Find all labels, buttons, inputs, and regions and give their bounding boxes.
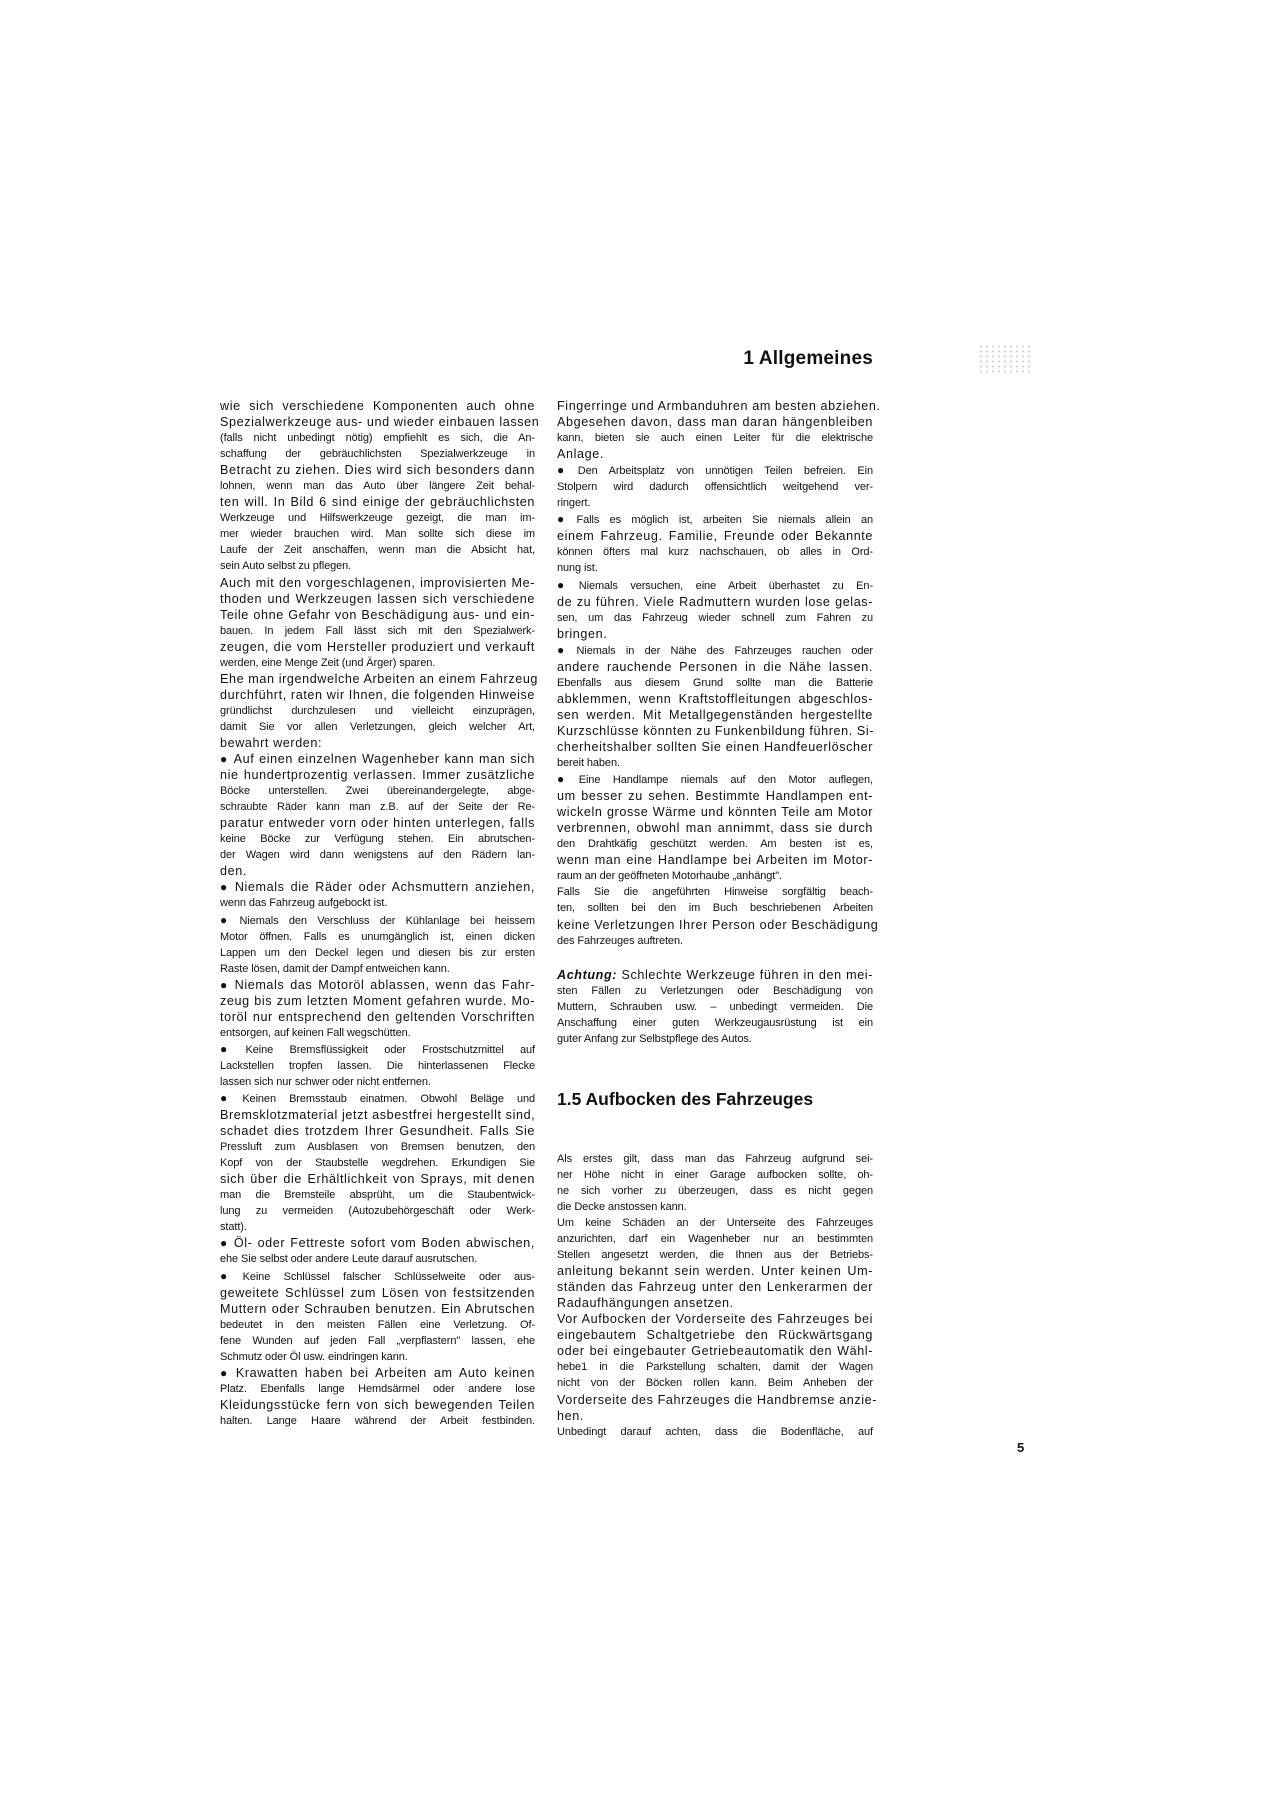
- line-text: Anschaffung einer guten Werkzeugausrüstung ist ein: [557, 1016, 873, 1029]
- line-text: Kurzschlüsse könnten zu Funkenbildung führen. Si-: [557, 723, 875, 738]
- line-text: raum an der geöffneten Motorhaube „anhängt".: [557, 870, 782, 883]
- line-text: Niemals das Motoröl ablassen, wenn das Fahr-: [234, 977, 535, 992]
- text-line: [220, 1171, 535, 1187]
- line-text: lassen sich nur schwer oder nicht entfernen.: [220, 1075, 431, 1088]
- text-line: [220, 639, 535, 655]
- line-text: abklemmen, wenn Kraftstoffleitungen abgeschlos-: [557, 691, 873, 706]
- text-line: [220, 1155, 535, 1171]
- line-text: cherheitshalber sollten Sie einen Handfeuerlöscher: [557, 739, 873, 754]
- line-text: werden, eine Menge Zeit (und Ärger) sparen.: [220, 656, 436, 669]
- line-text: ehe Sie selbst oder andere Leute darauf ausrutschen.: [220, 1253, 478, 1266]
- bullet-line: [557, 642, 873, 659]
- text-line: [557, 1375, 873, 1391]
- text-line: [557, 852, 873, 868]
- text-line: [220, 895, 535, 911]
- line-text: die Decke anstossen kann.: [557, 1200, 687, 1213]
- text-line: [557, 917, 879, 933]
- line-text: halten. Lange Haare während der Arbeit festbinden.: [220, 1414, 535, 1427]
- line-text: Ebenfalls aus diesem Grund sollte man die Batterie: [557, 676, 873, 689]
- text-line: [220, 1251, 535, 1267]
- line-text: (falls nicht unbedingt nötig) empfiehlt es sich, die An-: [220, 432, 535, 445]
- line-text: Keinen Bremsstaub einatmen. Obwohl Beläge und: [242, 1093, 535, 1106]
- line-text: sich über die Erhältlichkeit von Sprays, mit denen: [220, 1172, 535, 1187]
- line-text: Kopf von der Staubstelle wegdrehen. Erkundigen Sie: [220, 1157, 535, 1170]
- line-text: Muttern oder Schrauben benutzen. Ein Abrutschen: [220, 1301, 535, 1316]
- text-line: [220, 831, 535, 847]
- text-line: [557, 495, 873, 511]
- text-line: [557, 884, 873, 900]
- text-line: [557, 1247, 873, 1263]
- text-line: [557, 983, 873, 999]
- text-line: [557, 691, 873, 707]
- line-text: Betracht zu ziehen. Dies wird sich besonders dann: [220, 463, 535, 478]
- text-line: [220, 863, 535, 879]
- text-line: [220, 799, 535, 815]
- line-text: paratur entweder vorn oder hinten unterlegen, falls: [220, 816, 535, 831]
- bullet-line: [220, 1365, 535, 1381]
- text-line: [220, 767, 535, 783]
- line-text: Pressluft zum Ausblasen von Bremsen benutzen, den: [220, 1141, 535, 1154]
- section-heading: 1.5 Aufbocken des Fahrzeuges: [557, 1088, 814, 1109]
- line-text: Raste lösen, damit der Dampf entweichen kann.: [220, 962, 450, 975]
- text-line: [220, 510, 535, 526]
- text-line: [557, 1167, 873, 1183]
- bullet-line: [557, 577, 873, 594]
- text-line: [557, 1279, 873, 1295]
- line-text: geweitete Schlüssel zum Lösen von festsitzenden: [220, 1285, 535, 1300]
- line-text: Krawatten haben bei Arbeiten am Auto keinen: [235, 1365, 535, 1380]
- text-line: [220, 446, 535, 462]
- line-text: de zu führen. Viele Radmuttern wurden lose gelas-: [557, 594, 873, 609]
- line-text: bereit haben.: [557, 757, 620, 770]
- line-text: Niemals die Räder oder Achsmuttern anziehen,: [234, 880, 535, 895]
- safety-tips-continued: [557, 398, 881, 949]
- text-line: [557, 544, 873, 560]
- line-text: sein Auto selbst zu pflegen.: [220, 560, 352, 573]
- line-text: ten, sollten bei den im Buch beschriebenen Arbeiten: [557, 902, 873, 915]
- line-text: Öl- oder Fettreste sofort vom Boden abwischen,: [233, 1236, 535, 1251]
- bullet-line: [220, 1235, 535, 1251]
- text-line: [220, 783, 535, 799]
- line-text: schraubte Räder kann man z.B. auf der Seite der Re-: [220, 801, 535, 814]
- line-text: wie sich verschiedene Komponenten auch ohne: [220, 399, 535, 413]
- text-line: [220, 1317, 535, 1333]
- line-text: fene Wunden auf jeden Fall „verpflastern" lassen, ehe: [220, 1334, 535, 1347]
- line-text: den Drahtkäfig geschützt werden. Am besten ist es,: [557, 838, 873, 851]
- line-text: den.: [220, 864, 247, 879]
- line-text: man die Bremsteile absprüht, um die Staubentwick-: [220, 1189, 535, 1202]
- line-text: wickeln grosse Wärme und könnten Teile am Motor: [557, 805, 873, 820]
- line-text: Motor öffnen. Falls es unumgänglich ist, einen dicken: [220, 930, 535, 943]
- line-text: schadet dies trotzdem Ihrer Gesundheit. Falls Sie: [220, 1124, 535, 1139]
- line-text: eingebautem Schaltgetriebe den Rückwärtsgang: [557, 1328, 873, 1343]
- line-text: schaffung der gebräuchlichsten Spezialwerkzeuge in: [220, 448, 535, 461]
- line-text: nicht von der Böcken rollen kann. Beim Anheben der: [557, 1377, 873, 1390]
- text-line: [557, 479, 873, 495]
- line-text: andere rauchende Personen in die Nähe lassen.: [557, 659, 873, 674]
- line-text: Werkzeuge und Hilfswerkzeuge gezeigt, die man im-: [220, 512, 535, 525]
- line-text: anleitung bekannt sein werden. Unter keinen Um-: [557, 1264, 873, 1279]
- text-line: [220, 655, 535, 671]
- line-text: Stellen angesetzt werden, die Ihnen aus der Betriebs-: [557, 1249, 873, 1262]
- text-line: [220, 993, 535, 1009]
- text-line: [557, 594, 873, 610]
- text-line: [557, 868, 873, 884]
- line-text: lohnen, wenn man das Auto über längere Zeit behal-: [220, 480, 535, 493]
- text-line: [557, 707, 873, 723]
- line-text: Spezialwerkzeuge aus- und wieder einbauen lassen: [220, 415, 540, 430]
- line-text: können öfters mal kurz nachschauen, ob alles in Ord-: [557, 546, 873, 559]
- line-text: hebe1 in die Parkstellung schalten, damit der Wagen: [557, 1361, 873, 1374]
- bullet-line: [220, 912, 535, 929]
- text-line: [220, 1381, 535, 1397]
- text-line: [557, 1215, 873, 1231]
- line-text: anzurichten, darf ein Wagenheber nur an bestimmten: [557, 1233, 873, 1246]
- text-line: [220, 542, 535, 558]
- line-text: Auch mit den vorgeschlagenen, improvisierten Me-: [220, 575, 535, 590]
- text-line: [220, 735, 535, 751]
- text-line: [220, 462, 535, 478]
- text-line: [220, 494, 535, 510]
- text-line: [220, 1187, 535, 1203]
- line-text: Laufe der Zeit anschaffen, wenn man die Absicht hat,: [220, 544, 535, 557]
- line-text: nung ist.: [557, 562, 598, 575]
- line-text: Vor Aufbocken der Vorderseite des Fahrzeuges bei: [557, 1312, 873, 1327]
- line-text: thoden und Werkzeugen lassen sich verschiedene: [220, 591, 535, 606]
- line-text: hen.: [557, 1408, 584, 1423]
- line-text: Falls es möglich ist, arbeiten Sie niemals allein an: [576, 514, 874, 527]
- text-line: [557, 836, 873, 852]
- line-text: Den Arbeitsplatz von unnötigen Teilen befreien. Ein: [577, 465, 873, 478]
- text-line: [220, 1009, 535, 1025]
- line-text: Auf einen einzelnen Wagenheber kann man sich: [233, 752, 535, 767]
- page-number: 5: [1017, 1440, 1025, 1455]
- line-text: mer wieder brauchen wird. Man sollte sich diese im: [220, 528, 535, 541]
- bullet-line: [557, 462, 873, 479]
- text-line: [220, 929, 535, 945]
- line-text: Um keine Schäden an der Unterseite des Fahrzeuges: [557, 1217, 873, 1230]
- text-line: [220, 671, 539, 687]
- line-text: lung zu vermeiden (Autozubehörgeschäft oder Werk-: [220, 1205, 535, 1218]
- text-line: [557, 414, 873, 430]
- text-line: [557, 1031, 873, 1047]
- line-text: Kleidungsstücke fern von sich bewegenden Teilen: [220, 1397, 535, 1412]
- bullet-line: [220, 751, 535, 767]
- text-line: [220, 815, 535, 831]
- text-line: [220, 945, 535, 961]
- line-text: bedeutet in den meisten Fällen eine Verletzung. Of-: [220, 1318, 535, 1331]
- text-line: [220, 961, 535, 977]
- line-text: zeugen, die vom Hersteller produziert und verkauft: [220, 639, 535, 654]
- line-text: Schmutz oder Öl usw. eindringen kann.: [220, 1350, 408, 1363]
- text-line: [220, 687, 535, 703]
- text-line: [557, 398, 881, 414]
- text-line: [557, 1151, 873, 1167]
- text-line: [557, 1327, 873, 1343]
- bullet-line: [220, 977, 535, 993]
- line-text: Teile ohne Gefahr von Beschädigung aus- und ein-: [220, 607, 535, 622]
- decorative-speckle: [978, 344, 1034, 374]
- line-text: Niemals versuchen, eine Arbeit überhastet zu En-: [578, 579, 874, 592]
- text-line: [557, 900, 873, 916]
- line-text: Ehe man irgendwelche Arbeiten an einem Fahrzeug: [220, 671, 539, 686]
- line-text: Niemals den Verschluss der Kühlanlage bei heissem: [239, 914, 535, 927]
- line-text: Unbedingt darauf achten, dass die Bodenfläche, auf: [557, 1425, 873, 1438]
- text-line: [220, 847, 535, 863]
- text-line: [557, 1311, 873, 1327]
- line-text: Anlage.: [557, 447, 604, 462]
- text-line: [220, 623, 535, 639]
- line-text: Böcke unterstellen. Zwei übereinandergelegte, abge-: [220, 785, 535, 798]
- text-line: [220, 478, 535, 494]
- text-line: [220, 1301, 535, 1317]
- text-line: [557, 1263, 873, 1279]
- text-line: [220, 607, 535, 623]
- text-line: [220, 1074, 535, 1090]
- text-line: [220, 1413, 535, 1429]
- line-text: Keine Bremsflüssigkeit oder Frostschutzmittel auf: [245, 1043, 535, 1056]
- line-text: Lappen um den Deckel legen und diesen bis zur ersten: [220, 946, 535, 959]
- text-line: [557, 999, 873, 1015]
- line-text: wenn man eine Handlampe bei Arbeiten im Motor-: [557, 853, 873, 868]
- line-text: toröl nur entsprechend den geltenden Vorschriften: [220, 1009, 535, 1024]
- line-text: Muttern, Schrauben usw. – unbedingt vermeiden. Die: [557, 1000, 873, 1013]
- text-line: [557, 820, 873, 836]
- bullet-line: [220, 1041, 535, 1058]
- line-text: sen werden. Mit Metallgegenständen hergestellte: [557, 707, 873, 722]
- line-text: ständen das Fahrzeug unter den Lenkerarmen der: [557, 1280, 873, 1295]
- text-line: [557, 804, 873, 820]
- text-line: [557, 755, 873, 771]
- line-text: zeug bis zum letzten Moment gefahren wurde. Mo-: [220, 993, 535, 1008]
- text-line: [557, 1295, 873, 1311]
- line-text: oder bei eingebauter Getriebeautomatik den Wähl-: [557, 1344, 873, 1359]
- text-line: [557, 430, 873, 446]
- text-line: [557, 1408, 873, 1424]
- text-line: [220, 1025, 535, 1041]
- line-text: ten will. In Bild 6 sind einige der gebräuchlichsten: [220, 495, 535, 510]
- line-text: entsorgen, auf keinen Fall wegschütten.: [220, 1026, 411, 1039]
- line-text: Falls Sie die angeführten Hinweise sorgfältig beach-: [557, 886, 873, 899]
- text-line: [220, 1397, 535, 1413]
- chapter-title: 1 Allgemeines: [743, 348, 873, 369]
- line-text: Bremsklotzmaterial jetzt asbestfrei hergestellt sind,: [220, 1108, 536, 1123]
- text-line: [220, 558, 535, 574]
- line-text: Fingerringe und Armbanduhren am besten abziehen.: [557, 399, 881, 413]
- caution-label: Achtung:: [557, 967, 618, 982]
- line-text: bauen. In jedem Fall lässt sich mit den Spezialwerk-: [220, 624, 535, 637]
- text-line: [220, 1139, 535, 1155]
- spacer: [557, 949, 873, 967]
- line-text: sen, um das Fahrzeug wieder schnell zum Fahren zu: [557, 611, 873, 624]
- line-text: bewahrt werden:: [220, 735, 323, 750]
- line-text: Platz. Ebenfalls lange Hemdsärmel oder andere lose: [220, 1382, 535, 1395]
- line-text: ne sich vorher zu überzeugen, dass es nicht gegen: [557, 1184, 873, 1197]
- bullet-line: [220, 1268, 535, 1285]
- line-text: bringen.: [557, 626, 608, 641]
- line-text: der Wagen wird dann wenigstens auf den Rädern lan-: [220, 849, 535, 862]
- text-line: [220, 719, 535, 735]
- line-text: Niemals in der Nähe des Fahrzeuges rauchen oder: [576, 644, 873, 657]
- text-line: [220, 1219, 535, 1235]
- line-text: ner Höhe nicht in einer Garage aufbocken sollte, oh-: [557, 1168, 873, 1181]
- section-body: [557, 1151, 878, 1440]
- line-text: einem Fahrzeug. Familie, Freunde oder Bekannte: [557, 529, 873, 544]
- text-line: [557, 675, 873, 691]
- line-text: gründlichst durchzulesen und vielleicht einzuprägen,: [220, 704, 535, 717]
- bullet-line: [557, 511, 873, 528]
- text-line: [557, 723, 873, 739]
- text-line: [557, 1424, 873, 1440]
- text-line: [220, 1058, 535, 1074]
- line-text: des Fahrzeuges auftreten.: [557, 934, 683, 947]
- text-line: [220, 1333, 535, 1349]
- line-text: guter Anfang zur Selbstpflege des Autos.: [557, 1032, 752, 1045]
- line-text: nie hundertprozentig verlassen. Immer zusätzliche: [220, 768, 535, 783]
- line-text: Vorderseite des Fahrzeuges die Handbremse anzie-: [557, 1392, 878, 1407]
- text-line: [220, 703, 535, 719]
- text-line: [557, 739, 873, 755]
- text-line: [557, 1343, 873, 1359]
- line-text: Abgesehen davon, dass man daran hängenbleiben: [557, 415, 873, 430]
- text-line: [557, 1231, 873, 1247]
- line-text: keine Böcke zur Verfügung stehen. Ein abrutschen-: [220, 833, 535, 846]
- text-line: [220, 1349, 535, 1365]
- text-line: [557, 446, 873, 462]
- line-text: kann, bieten sie auch einen Leiter für die elektrische: [557, 432, 873, 445]
- line-text: ringert.: [557, 497, 591, 510]
- line-text: Als erstes gilt, dass man das Fahrzeug aufgrund sei-: [557, 1152, 873, 1165]
- text-line: [557, 626, 873, 642]
- text-line: [220, 591, 535, 607]
- text-line: [557, 1392, 878, 1408]
- right-column: [557, 398, 881, 1440]
- line-text: damit Sie vor allen Verletzungen, gleich welcher Art,: [220, 720, 535, 733]
- line-text: sten Fällen zu Verletzungen oder Beschädigung von: [557, 984, 873, 997]
- text-line: [557, 1183, 873, 1199]
- text-line: [557, 560, 873, 576]
- left-column: [220, 398, 540, 1429]
- line-text: wenn das Fahrzeug aufgebockt ist.: [220, 897, 388, 910]
- text-line: [220, 526, 535, 542]
- text-line: [220, 414, 540, 430]
- text-line: [220, 1285, 535, 1301]
- text-line: [557, 659, 873, 675]
- caution-note: [557, 967, 873, 1047]
- line-text: Eine Handlampe niemals auf den Motor auflegen,: [578, 774, 873, 787]
- text-line: [557, 1015, 873, 1031]
- line-text: statt).: [220, 1221, 247, 1234]
- line-text: Keine Schlüssel falscher Schlüsselweite oder aus-: [242, 1270, 535, 1283]
- line-text: Lackstellen tropfen lassen. Die hinterlassenen Flecke: [220, 1059, 535, 1072]
- caution-text-first: Schlechte Werkzeuge führen in den mei-: [621, 967, 873, 982]
- line-text: durchführt, raten wir Ihnen, die folgenden Hinweise: [220, 687, 535, 702]
- text-line: [557, 610, 873, 626]
- text-line: [220, 1123, 535, 1139]
- bullet-line: [557, 771, 873, 788]
- line-text: Radaufhängungen ansetzen.: [557, 1296, 734, 1311]
- text-line: [557, 933, 873, 949]
- text-line: [557, 1359, 873, 1375]
- line-text: verbrennen, obwohl man annimmt, dass sie durch: [557, 821, 873, 836]
- text-line: [220, 430, 535, 446]
- line-text: keine Verletzungen Ihrer Person oder Beschädigung: [557, 917, 879, 932]
- text-line: [557, 528, 873, 544]
- text-line: [557, 1199, 873, 1215]
- text-line: [220, 398, 535, 414]
- bullet-line: [220, 1090, 535, 1107]
- line-text: um besser zu sehen. Bestimmte Handlampen ent-: [557, 789, 873, 804]
- text-line: [220, 575, 535, 591]
- text-line: [220, 1203, 535, 1219]
- text-line: [220, 1107, 535, 1123]
- bullet-line: [220, 879, 535, 895]
- text-line: [557, 788, 873, 804]
- line-text: Stolpern wird dadurch offensichtlich weitgehend ver-: [557, 481, 873, 494]
